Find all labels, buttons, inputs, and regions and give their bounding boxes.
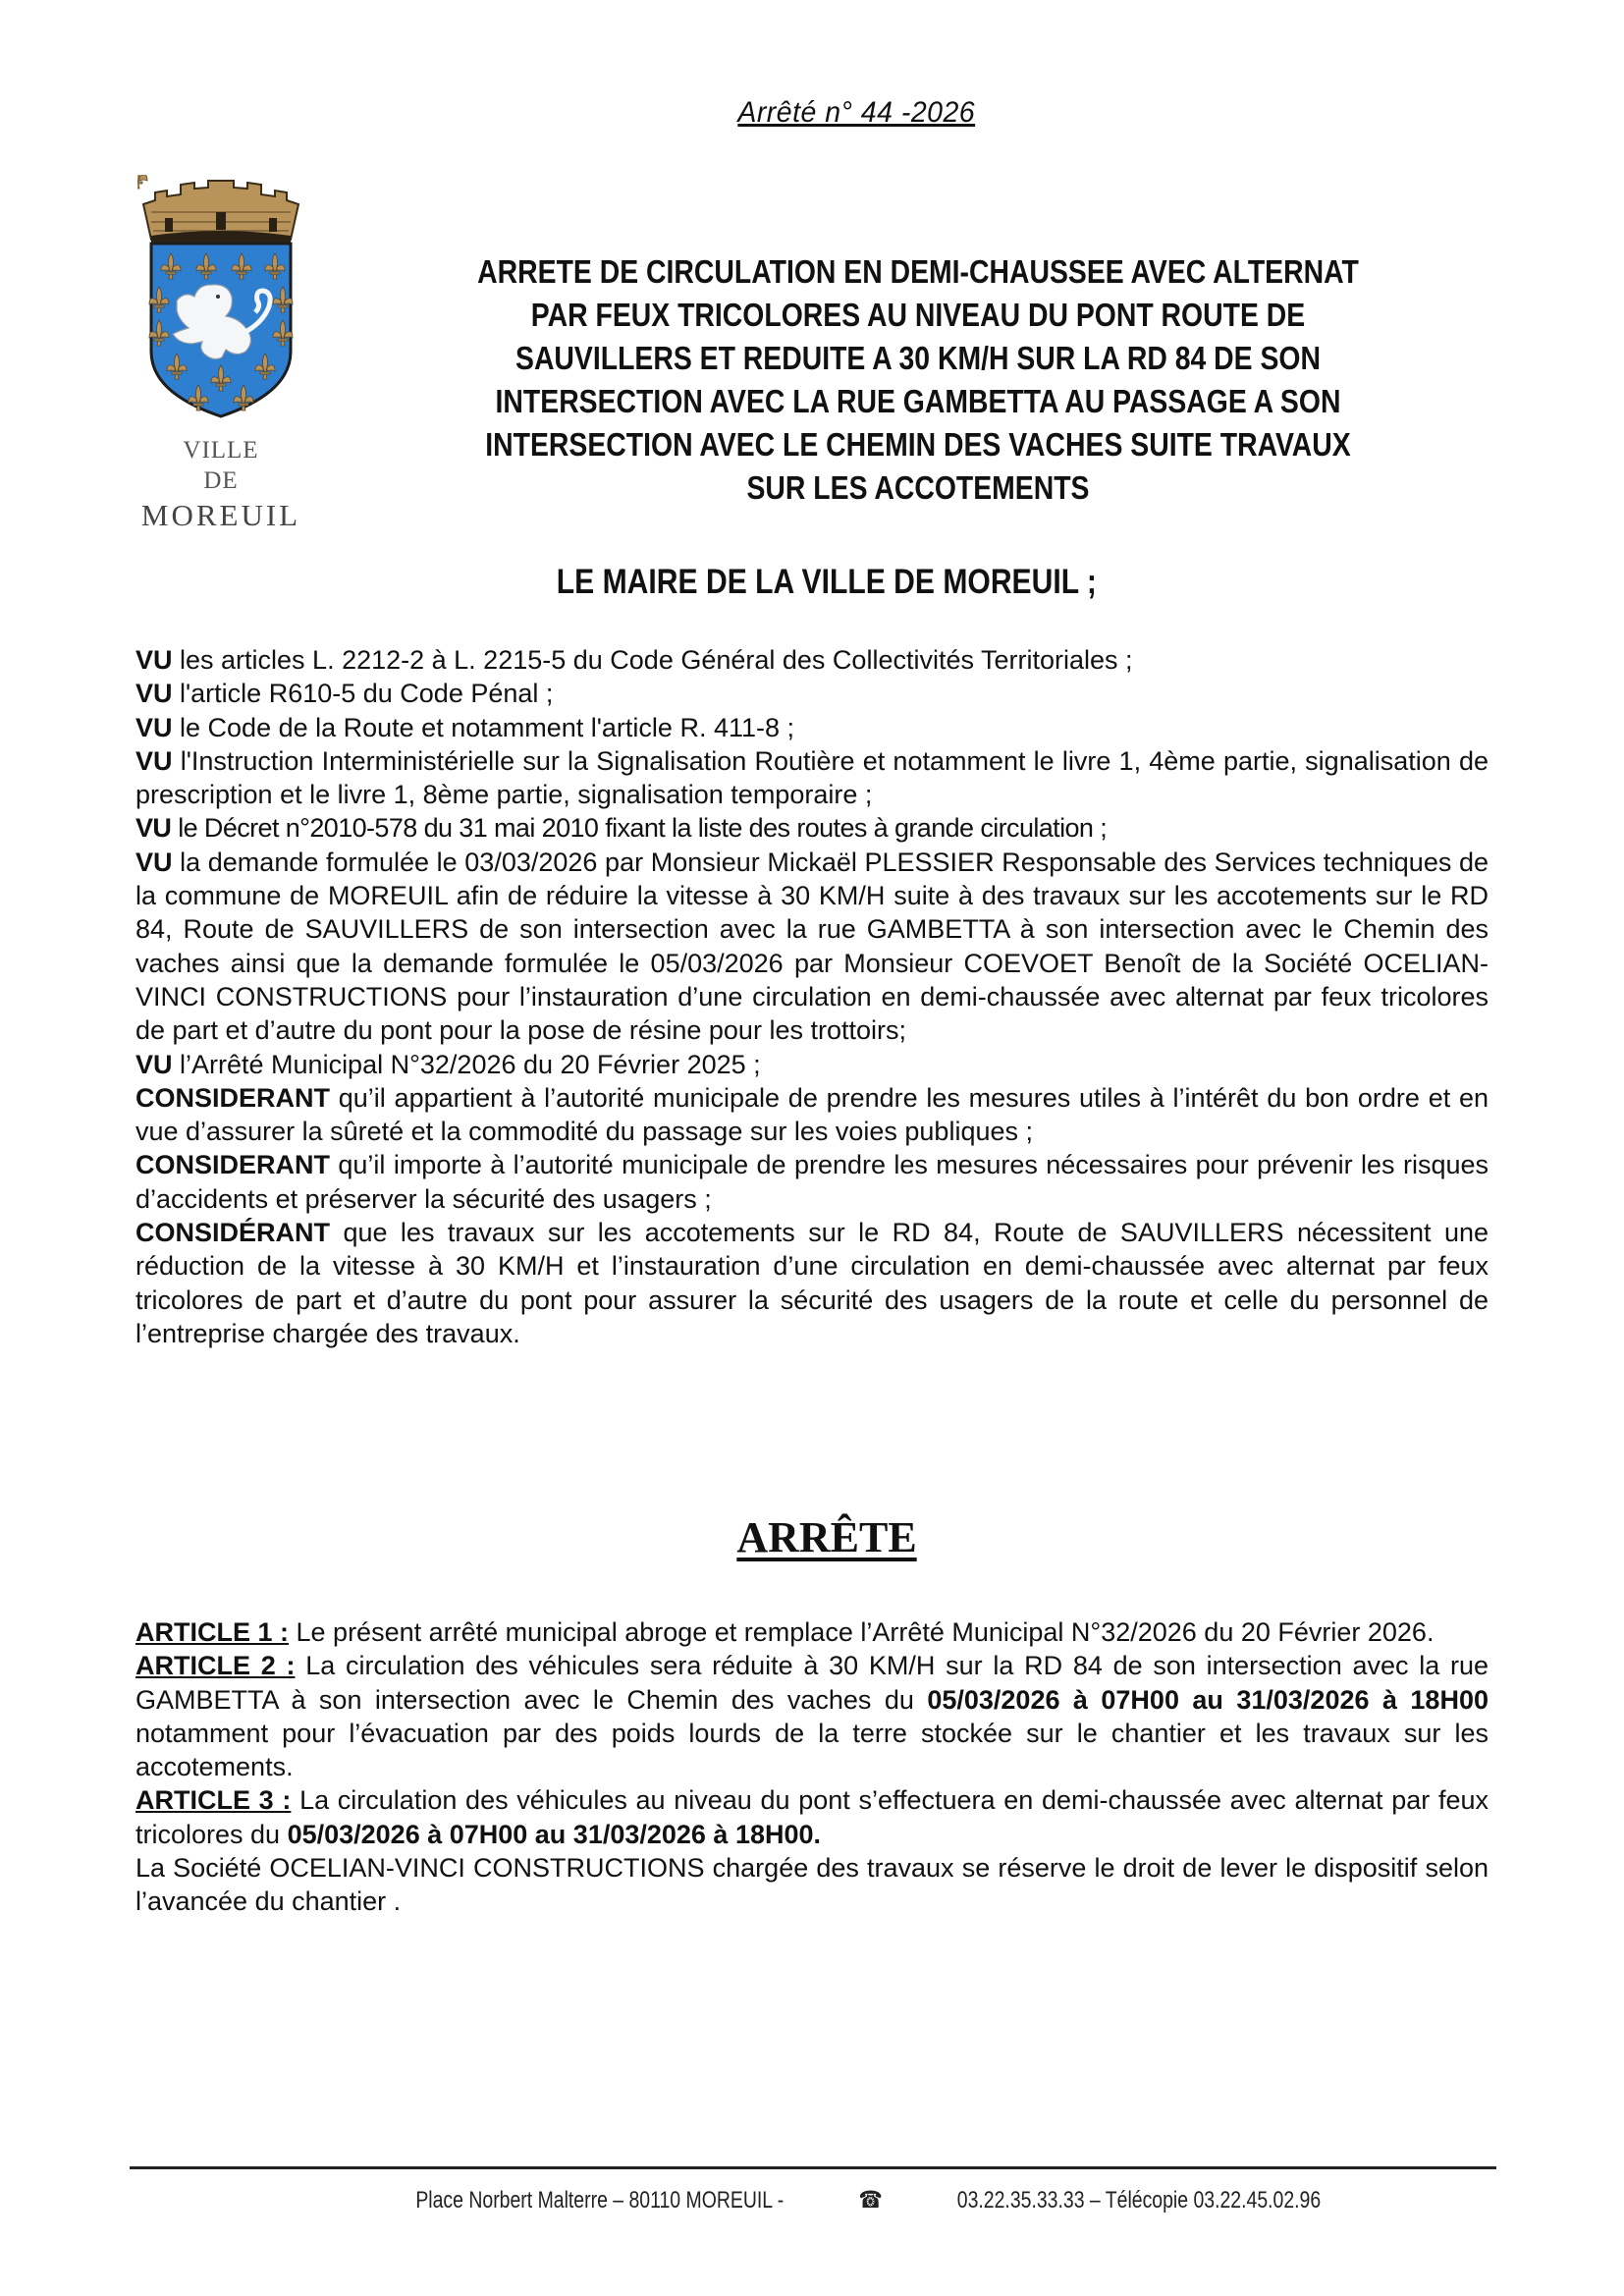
decree-number: Arrêté n° 44 -2026 [737,96,975,129]
footer-address: Place Norbert Malterre – 80110 MOREUIL - [415,2187,785,2214]
title-line: SAUVILLERS ET REDUITE A 30 KM/H SUR LA RD 84 DE SON [515,340,1321,376]
visa-text: la demande formulée le 03/03/2026 par Monsieur Mickaël PLESSIER Responsable des Services techniques de la commune de MOREUIL afin de réduire la vitesse à 30 KM/H suite à des travaux sur les accotements sur le RD 84, Route de SAUVILLERS de son intersection avec la rue GAMBETTA à son intersection avec le Chemin des vaches ainsi que la demande formulée le 05/03/2026 par Monsieur COEVOET Benoît de la Société OCELIAN-VINCI CONSTRUCTIONS pour l’instauration d’une circulation en demi-chaussée avec alternat par feux tricolores de part et d’autre du pont pour la pose de résine pour les trottoirs; [135,847,1489,1046]
decision-heading [0,1512,1624,1562]
visa-lead: VU [135,745,173,776]
visa-text: le Code de la Route et notamment l'article R. 411-8 ; [172,712,795,742]
considerant-lead: CONSIDERANT [135,1150,331,1180]
mural-crown-icon [143,181,298,244]
decision-heading-text: ARRÊTE [736,1513,917,1561]
title-line: ARRETE DE CIRCULATION EN DEMI-CHAUSSEE AVEC ALTERNAT [477,253,1359,290]
article-1 [135,1615,1489,1649]
considerant-text: qu’il importe à l’autorité municipale de prendre les mesures nécessaires pour prévenir les risques d’accidents et préserver la sécurité des usagers ; [135,1150,1489,1214]
article-text: La circulation des véhicules au niveau du pont s’effectuera en demi-chaussée avec alternat par feux tricolores du [135,1785,1489,1849]
visa-item [135,711,1489,744]
article-text: Le présent arrêté municipal abroge et remplace l’Arrêté Municipal N°32/2026 du 20 Février 2026. [289,1617,1435,1647]
considerant-lead: CONSIDERANT [135,1082,331,1113]
visa-item [135,744,1489,812]
title-line: INTERSECTION AVEC LE CHEMIN DES VACHES SUITE TRAVAUX [485,426,1351,463]
town-crest-icon [137,175,304,420]
considerant-lead: CONSIDÉRANT [135,1218,331,1248]
visa-item [135,643,1489,677]
visa-text: le Décret n°2010-578 du 31 mai 2010 fixant la liste des routes à grande circulation ; [171,813,1108,844]
phone-icon: ☎ [858,2187,883,2214]
considerant-text: qu’il appartient à l’autorité municipale de prendre les mesures utiles à l’intérêt du bon ordre et en vue d’assurer la sûreté et la commodité du passage sur les voies publiques ; [135,1082,1489,1147]
town-name-block [118,435,324,534]
visa-item [135,811,1489,845]
visa-lead: VU [135,645,173,675]
considerant-item [135,1216,1489,1350]
visa-text: l'article R610-5 du Code Pénal ; [172,679,554,709]
visa-text: les articles L. 2212-2 à L. 2215-5 du Code Général des Collectivités Territoriales ; [172,645,1133,675]
town-name-line-2: DE [203,467,239,495]
footer-divider [130,2166,1496,2169]
article-text: La circulation des véhicules sera réduite à 30 KM/H sur la RD 84 de son intersection avec la rue GAMBETTA à son intersection avec le Chemin des vaches du [135,1651,1489,1715]
decree-reference [0,96,1624,130]
town-name-line-1: VILLE [183,437,259,464]
article-dates: 05/03/2026 à 07H00 au 31/03/2026 à 18H00 [927,1684,1489,1715]
visa-lead: VU [135,847,173,877]
article-label: ARTICLE 3 : [135,1785,292,1816]
article-text-end: notamment pour l’évacuation par des poids lourds de la terre stockée sur le chantier et les travaux sur les accotements. [135,1718,1489,1782]
authority-text: LE MAIRE DE LA VILLE DE MOREUIL ; [556,563,1098,601]
town-name-line-3: MOREUIL [140,497,301,532]
visa-text: l’Arrêté Municipal N°32/2026 du 20 Février 2025 ; [172,1049,761,1079]
visa-lead: VU [135,813,172,844]
articles-section [135,1615,1489,1919]
title-line: SUR LES ACCOTEMENTS [746,469,1090,506]
closing-note: La Société OCELIAN-VINCI CONSTRUCTIONS chargée des travaux se réserve le droit de lever le dispositif selon l’avancée du chantier . [135,1853,1489,1917]
title-line: INTERSECTION AVEC LA RUE GAMBETTA AU PASSAGE A SON [495,383,1341,419]
considerant-text: que les travaux sur les accotements sur le RD 84, Route de SAUVILLERS nécessitent une réduction de la vitesse à 30 KM/H et l’instauration d’une circulation en demi-chaussée avec alternat par feux tricolores de part et d’autre du pont pour assurer la sécurité des usagers de la route et celle du personnel de l’entreprise chargée des travaux. [135,1218,1489,1348]
visas-section [135,643,1489,1350]
title-line: PAR FEUX TRICOLORES AU NIVEAU DU PONT ROUTE DE [530,297,1306,333]
visa-lead: VU [135,1049,173,1079]
footer-phone-fax: 03.22.35.33.33 – Télécopie 03.22.45.02.96 [956,2187,1321,2214]
considerant-item [135,1148,1489,1216]
article-dates: 05/03/2026 à 07H00 au 31/03/2026 à 18H00. [287,1819,822,1849]
visa-lead: VU [135,679,173,709]
article-label: ARTICLE 1 : [135,1617,290,1647]
decree-title [441,250,1395,510]
visa-text: l'Instruction Interministérielle sur la Signalisation Routière et notamment le livre 1, 4ème partie, signalisation de prescription et le livre 1, 8ème partie, signalisation temporaire ; [135,745,1489,810]
considerant-item [135,1081,1489,1149]
visa-item [135,1048,1489,1081]
footer-contact [0,2186,1624,2214]
visa-item [135,677,1489,710]
visa-item [135,846,1489,1048]
article-3 [135,1783,1489,1851]
article-2 [135,1649,1489,1783]
visa-lead: VU [135,712,173,742]
article-label: ARTICLE 2 : [135,1651,296,1681]
issuing-authority [0,563,1624,602]
